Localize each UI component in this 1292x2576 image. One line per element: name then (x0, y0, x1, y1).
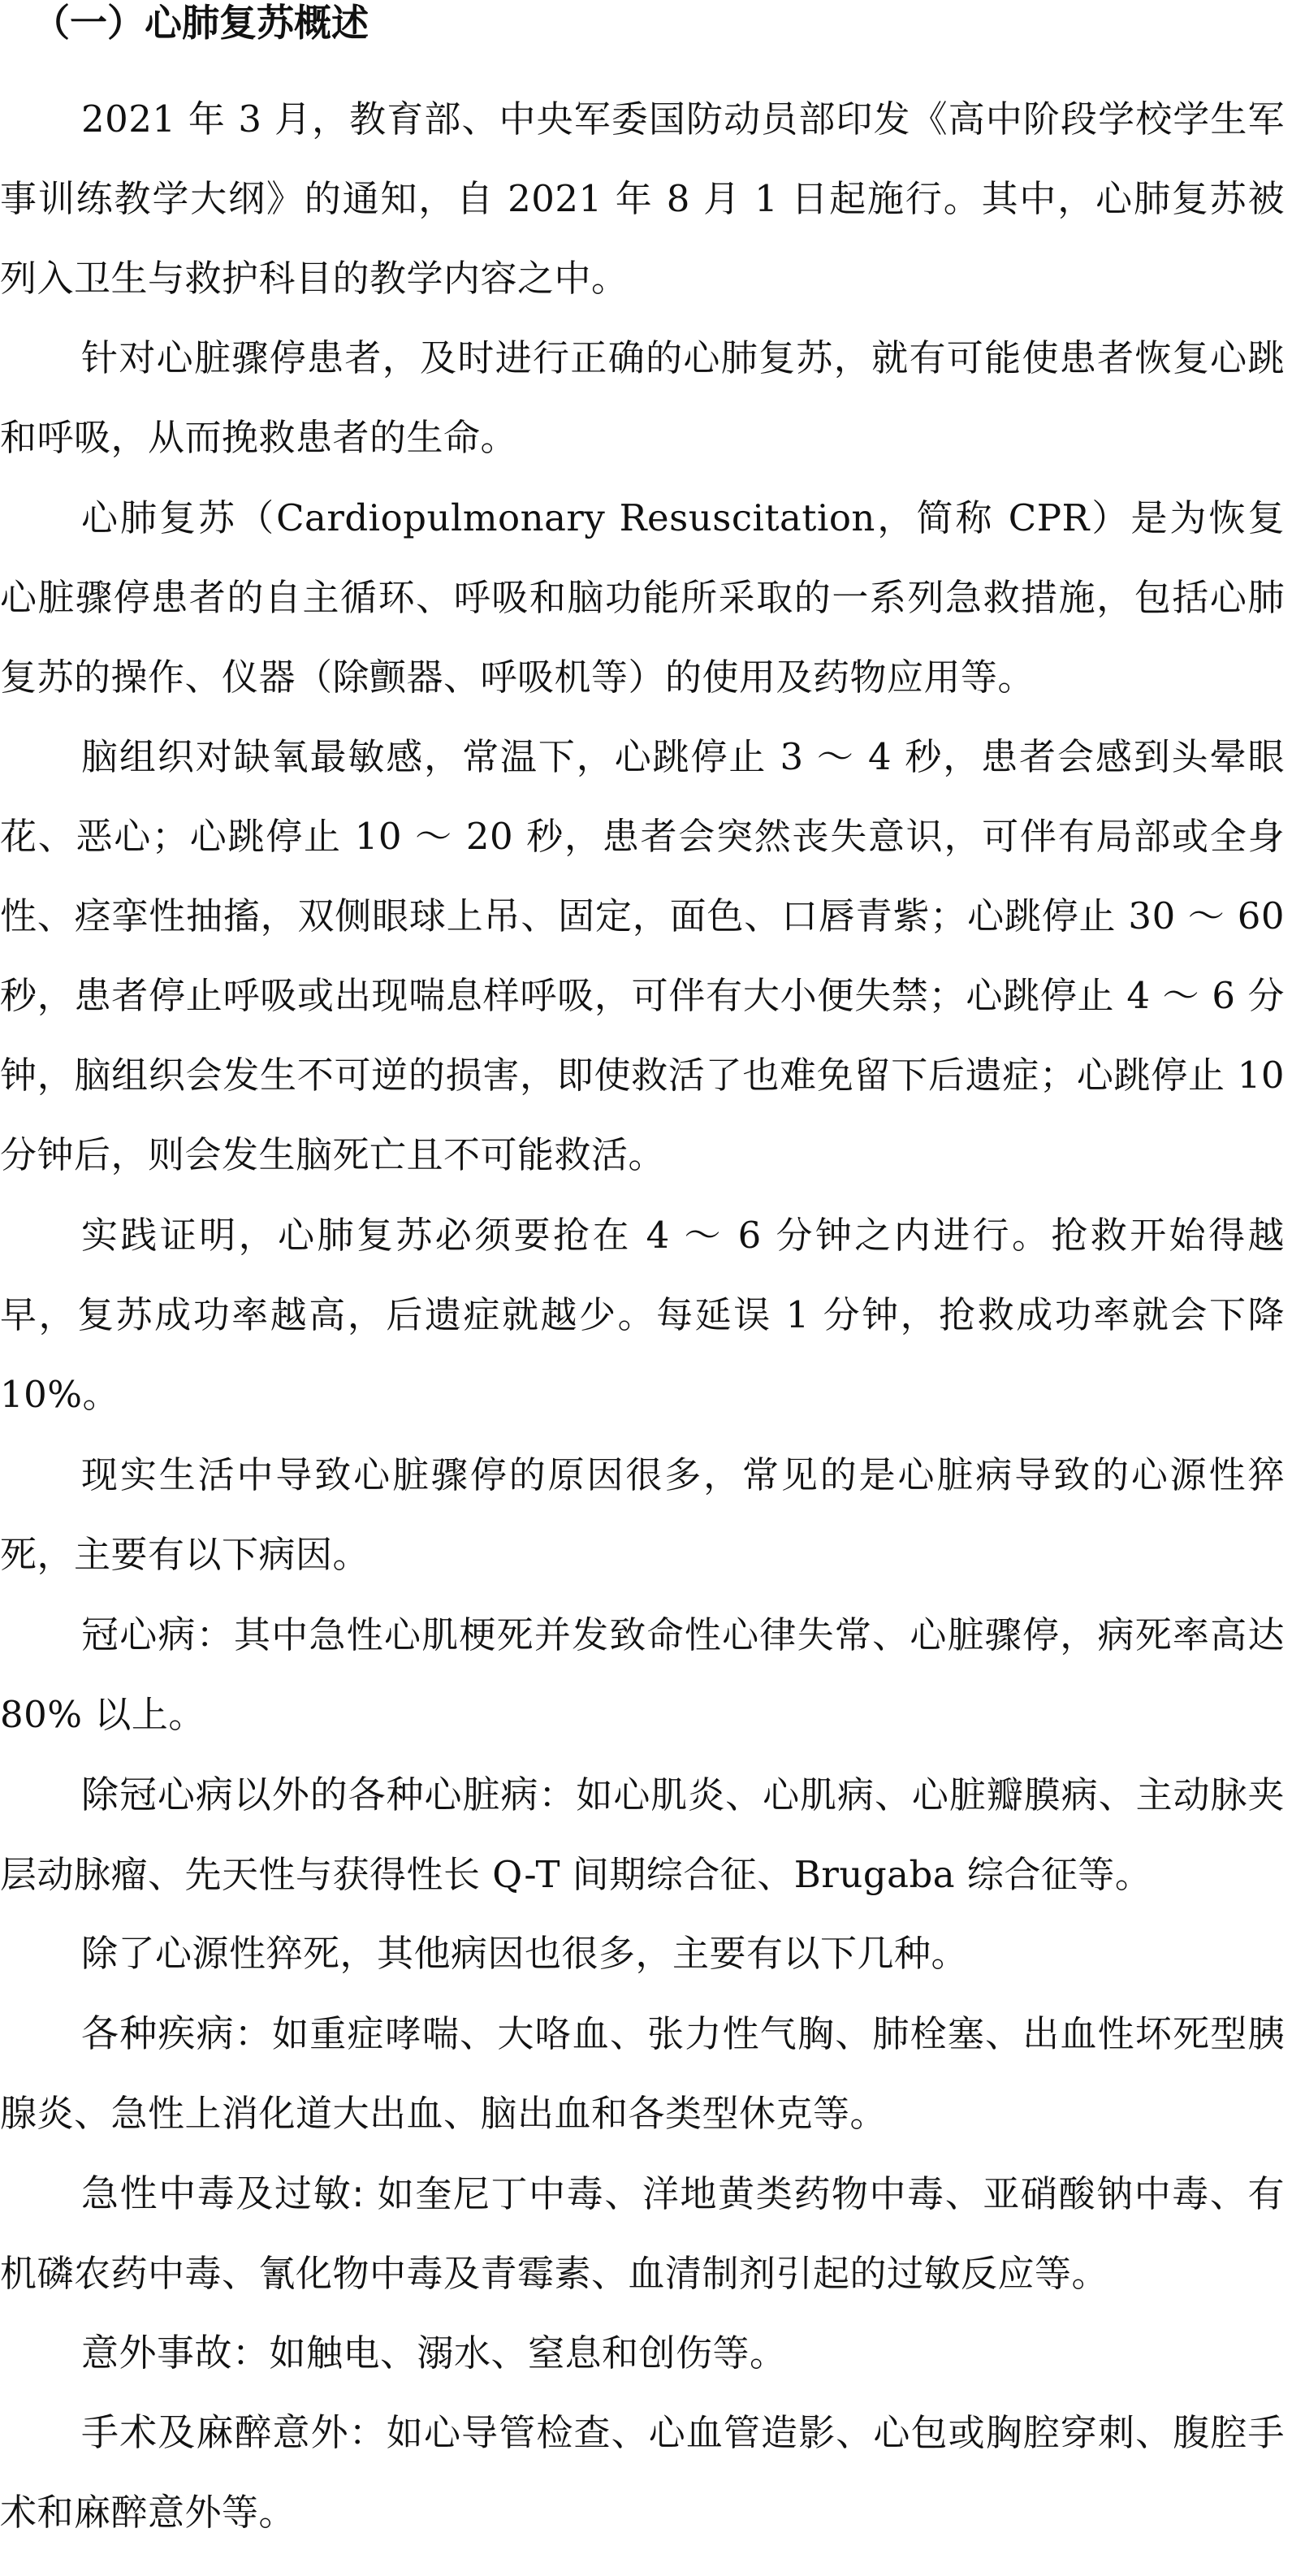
paragraph-cardiac-causes-intro (0, 1435, 1285, 1595)
paragraph-coronary-disease (0, 1595, 1285, 1755)
paragraph-text: 如心肌炎、心肌病、心脏瓣膜病、主动脉夹层动脉瘤、先天性与获得性长 Q-T 间期综合征、Brugaba 综合征等。 (0, 1773, 1285, 1896)
paragraph-text: 现实生活中导致心脏骤停的原因很多，常见的是心脏病导致的心源性猝死，主要有以下病因。 (0, 1453, 1285, 1576)
paragraph-brain-hypoxia (0, 717, 1285, 1195)
paragraph-lead-term: 冠心病 (81, 1613, 197, 1656)
lead-separator: ： (348, 2411, 387, 2454)
paragraph-text: 如心导管检查、心血管造影、心包或胸腔穿刺、腹腔手术和麻醉意外等。 (0, 2411, 1285, 2534)
paragraph-text: 心肺复苏（Cardiopulmonary Resuscitation，简称 CPR）是为恢复心脏骤停患者的自主循环、呼吸和脑功能所采取的一系列急救措施，包括心肺复苏的操作、仪器（除颤器、呼吸机等）的使用及药物应用等。 (0, 496, 1285, 699)
paragraph-text: 2021 年 3 月，教育部、中央军委国防动员部印发《高中阶段学校学生军事训练教学大纲》的通知，自 2021 年 8 月 1 日起施行。其中，心肺复苏被列入卫生与救护科目的教学内容之中。 (0, 97, 1285, 300)
paragraph-lead-term: 急性中毒及过敏 (81, 2171, 352, 2215)
paragraph-cpr-definition (0, 478, 1285, 717)
paragraph-text: 如奎尼丁中毒、洋地黄类药物中毒、亚硝酸钠中毒、有机磷农药中毒、氰化物中毒及青霉素、血清制剂引起的过敏反应等。 (0, 2172, 1286, 2295)
paragraph-text: 其中急性心肌梗死并发致命性心律失常、心脏骤停，病死率高达 80% 以上。 (0, 1613, 1285, 1736)
lead-separator: ： (196, 1613, 234, 1656)
lead-separator: ： (234, 2012, 273, 2055)
paragraph-surgery-anesthesia (0, 2392, 1285, 2552)
paragraph-cpr-purpose (0, 318, 1285, 478)
paragraph-lead-term: 意外事故 (81, 2331, 232, 2375)
lead-separator: ： (538, 1773, 577, 1816)
paragraph-text: 实践证明，心肺复苏必须要抢在 4 ～ 6 分钟之内进行。抢救开始得越早，复苏成功率越高，后遗症就越少。每延误 1 分钟，抢救成功率就会下降 10%。 (0, 1214, 1285, 1416)
paragraph-text: 除了心源性猝死，其他病因也很多，主要有以下几种。 (81, 1932, 969, 1975)
paragraph-text: 如重症哮喘、大咯血、张力性气胸、肺栓塞、出血性坏死型胰腺炎、急性上消化道大出血、脑出血和各类型休克等。 (0, 2012, 1285, 2135)
paragraph-text: 脑组织对缺氧最敏感，常温下，心跳停止 3 ～ 4 秒，患者会感到头晕眼花、恶心；心跳停止 10 ～ 20 秒，患者会突然丧失意识，可伴有局部或全身性、痉挛性抽搐，双侧眼球上吊、固定，面色、口唇青紫；心跳停止 30 ～ 60 秒，患者停止呼吸或出现喘息样呼吸，可伴有大小便失禁；心跳停止 4 ～ 6 分钟，脑组织会发生不可逆的损害，即使救活了也难免留下后遗症；心跳停止 10 分钟后，则会发生脑死亡且不可能救活。 (0, 735, 1285, 1176)
paragraph-various-diseases (0, 1994, 1285, 2154)
paragraph-other-heart-disease (0, 1755, 1285, 1915)
paragraph-curriculum-notice (0, 80, 1285, 318)
lead-separator: : (352, 2172, 378, 2215)
paragraph-poisoning-allergy (0, 2154, 1285, 2314)
paragraph-accidents (0, 2313, 1285, 2393)
paragraph-other-causes-intro (0, 1914, 1285, 1994)
paragraph-lead-term: 各种疾病 (81, 2011, 235, 2055)
paragraph-lead-term: 手术及麻醉意外 (81, 2410, 349, 2454)
paragraph-text: 针对心脏骤停患者，及时进行正确的心肺复苏，就有可能使患者恢复心跳和呼吸，从而挽救患者的生命。 (0, 336, 1285, 459)
paragraph-lead-term: 除冠心病以外的各种心脏病 (81, 1773, 539, 1816)
section-heading: （一）心肺复苏概述 (32, 1, 369, 45)
lead-separator: ： (232, 2331, 270, 2375)
paragraph-golden-window (0, 1196, 1285, 1435)
paragraph-text: 如触电、溺水、窒息和创伤等。 (269, 2331, 787, 2375)
